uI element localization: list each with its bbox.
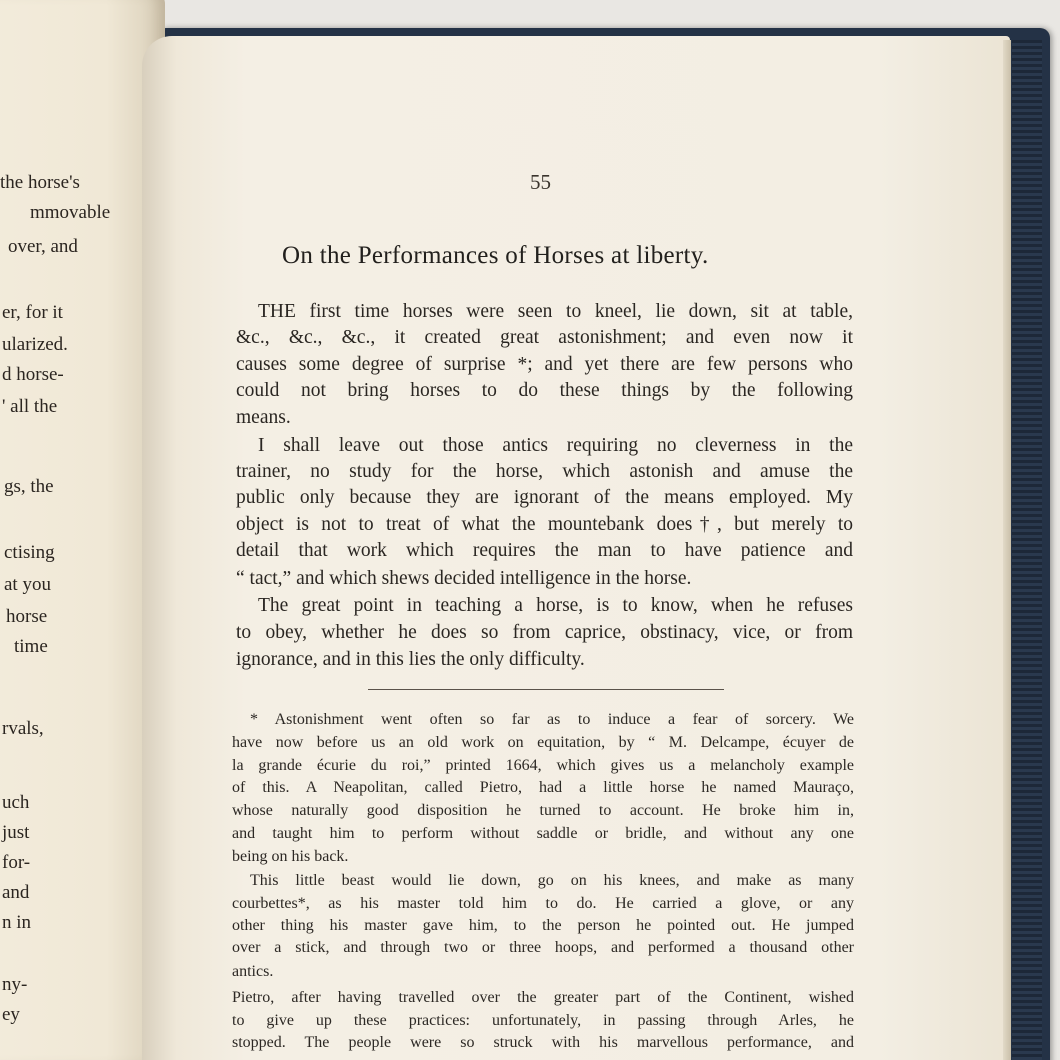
body-line: means.	[236, 407, 291, 428]
footnote-line: being on his back.	[232, 848, 349, 865]
left-fragment: just	[2, 822, 30, 843]
footnote-line: This little beast would lie down, go on his knees, and make as many	[250, 872, 854, 889]
left-fragment: n in	[2, 912, 32, 933]
page-number: 55	[530, 170, 551, 194]
left-fragment: d horse-	[2, 364, 64, 385]
body-line: The great point in teaching a horse, is to know, when he refuses	[258, 595, 853, 616]
footnote-line: over a stick, and through two or three hoops, and performed a thousand other	[232, 939, 854, 956]
left-fragment: horse	[6, 606, 48, 627]
left-fragment: ny-	[2, 974, 28, 995]
left-fragment: and	[2, 882, 30, 903]
left-fragment: for-	[2, 852, 31, 873]
left-fragment: gs, the	[4, 476, 54, 497]
footnote-line: other thing his master gave him, to the person he pointed out. He jumped	[232, 917, 854, 934]
body-line: could not bring horses to do these things by the following	[236, 380, 853, 401]
body-line: THE first time horses were seen to kneel, lie down, sit at table,	[258, 301, 853, 322]
body-line: detail that work which requires the man to have patience and	[236, 540, 853, 561]
left-fragment: rvals,	[2, 718, 44, 739]
footnote-line: la grande écurie du roi,” printed 1664, which gives us a melancholy example	[232, 757, 854, 774]
left-fragment: ularized.	[2, 334, 68, 355]
left-fragment: er, for it	[2, 302, 63, 323]
left-fragment: at you	[4, 574, 51, 595]
footnote-line: courbettes*, as his master told him to do. He carried a glove, or any	[232, 895, 854, 912]
left-fragment: ey	[2, 1004, 20, 1025]
left-fragment: over, and	[8, 236, 78, 257]
footnote-line: of this. A Neapolitan, called Pietro, had a little horse he named Mauraço,	[232, 779, 854, 796]
body-line: object is not to treat of what the mountebank does†, but merely to	[236, 514, 853, 535]
footnote-rule	[368, 689, 724, 690]
page-block-edge	[1003, 40, 1011, 1060]
left-fragment: mmovable	[30, 202, 111, 223]
body-line: ignorance, and in this lies the only difficulty.	[236, 649, 585, 670]
footnote-line: and taught him to perform without saddle or bridle, and without any one	[232, 825, 854, 842]
body-line: to obey, whether he does so from caprice, obstinacy, vice, or from	[236, 622, 853, 643]
footnote-line: whose naturally good disposition he turned to account. He broke him in,	[232, 802, 854, 819]
footnote-line: Pietro, after having travelled over the greater part of the Continent, wished	[232, 989, 854, 1006]
left-fragment: uch	[2, 792, 30, 813]
left-fragment: time	[14, 636, 48, 657]
footnote-line: have now before us an old work on equitation, by “ M. Delcampe, écuyer de	[232, 734, 854, 751]
footnote-line: to give up these practices: unfortunately, in passing through Arles, he	[232, 1012, 854, 1029]
body-line: &c., &c., &c., it created great astonishment; and even now it	[236, 327, 853, 348]
left-fragment: ctising	[4, 542, 55, 563]
footnote-line: stopped. The people were so struck with his marvellous performance, and	[232, 1034, 854, 1051]
body-line: I shall leave out those antics requiring no cleverness in the	[258, 435, 853, 456]
left-fragment: the horse's	[0, 172, 80, 193]
left-fragment: ' all the	[2, 396, 58, 417]
body-line: trainer, no study for the horse, which astonish and amuse the	[236, 461, 853, 482]
body-line: causes some degree of surprise *; and yet there are few persons who	[236, 354, 853, 375]
body-line: “ tact,” and which shews decided intelligence in the horse.	[236, 568, 692, 589]
cover-spine-edge	[1012, 40, 1042, 1060]
body-line: public only because they are ignorant of the means employed. My	[236, 487, 853, 508]
chapter-title: On the Performances of Horses at liberty.	[282, 242, 709, 269]
footnote-line: * Astonishment went often so far as to induce a fear of sorcery. We	[250, 711, 854, 728]
footnote-line: antics.	[232, 963, 274, 980]
